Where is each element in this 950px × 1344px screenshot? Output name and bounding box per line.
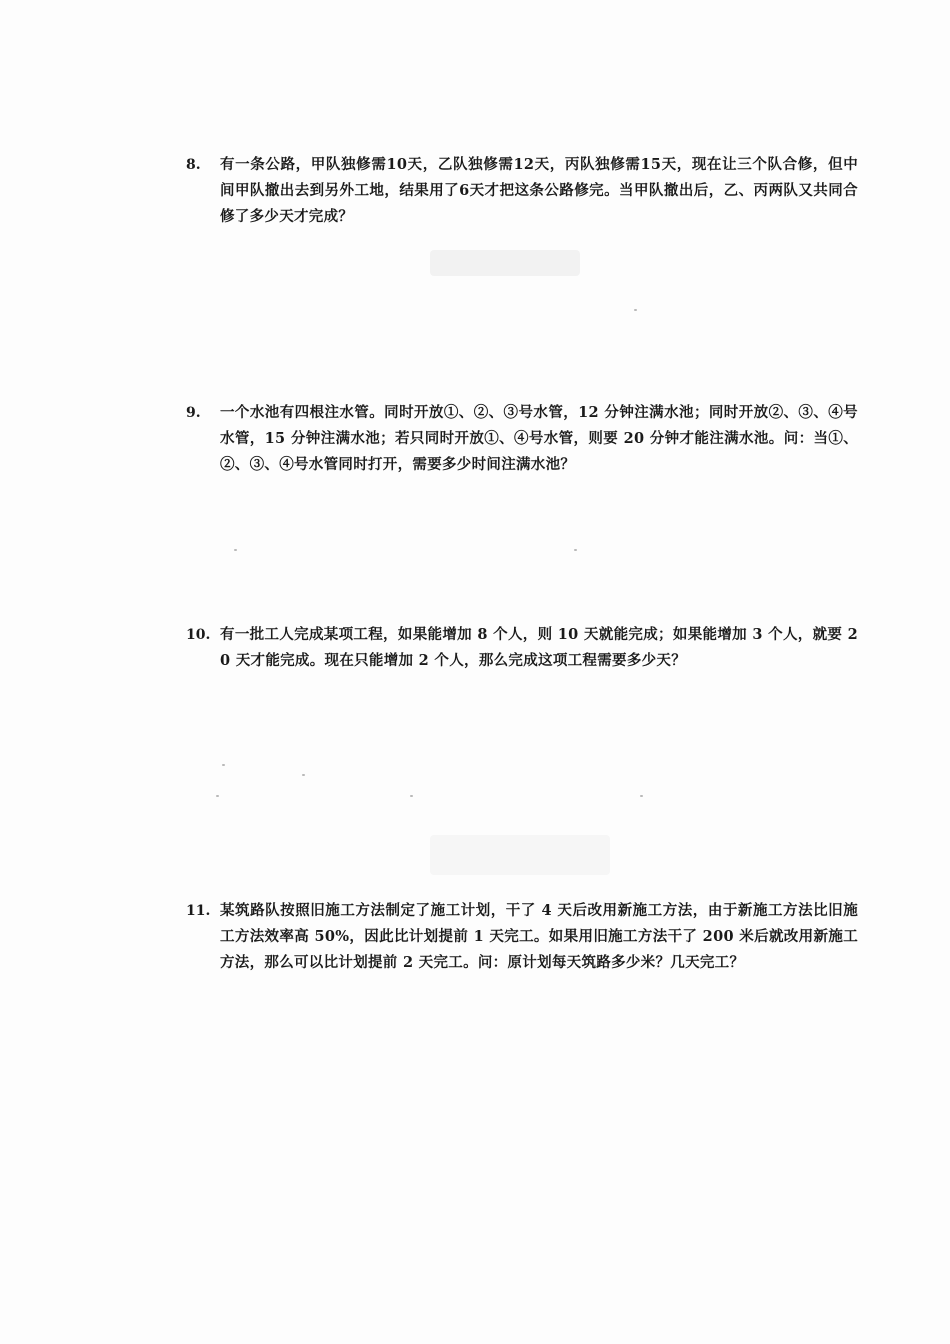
scan-dot <box>634 309 637 311</box>
scan-dot <box>640 795 643 797</box>
problem-11 <box>186 898 858 976</box>
scan-dot <box>574 549 577 551</box>
problem-number: 11. <box>186 903 211 919</box>
problem-number: 10. <box>186 627 211 643</box>
problem-10 <box>186 622 858 674</box>
scan-dot <box>410 795 413 797</box>
scan-smudge <box>430 250 580 276</box>
problem-text: 有一条公路，甲队独修需10天，乙队独修需12天，丙队独修需15天，现在让三个队合修，但中间甲队撤出去到另外工地，结果用了6天才把这条公路修完。当甲队撤出后，乙、丙两队又共同合修了多少天才完成？ <box>220 156 858 225</box>
problem-9 <box>186 400 858 478</box>
scan-dot <box>234 549 237 551</box>
scan-dot <box>222 764 225 766</box>
problem-8 <box>186 152 858 230</box>
problem-number: 9. <box>186 405 201 421</box>
problem-text: 一个水池有四根注水管。同时开放①、②、③号水管，12 分钟注满水池；同时开放②、③、④号水管，15 分钟注满水池；若只同时开放①、④号水管，则要 20 分钟才能注满水池。问：当①、②、③、④号水管同时打开，需要多少时间注满水池？ <box>220 404 858 473</box>
scan-dot <box>302 774 305 776</box>
scan-smudge <box>430 835 610 875</box>
problem-number: 8. <box>186 157 201 173</box>
problem-text: 有一批工人完成某项工程，如果能增加 8 个人，则 10 天就能完成；如果能增加 3 个人，就要 20 天才能完成。现在只能增加 2 个人，那么完成这项工程需要多少天？ <box>220 626 858 669</box>
scan-dot <box>216 795 219 797</box>
problem-text: 某筑路队按照旧施工方法制定了施工计划，干了 4 天后改用新施工方法，由于新施工方法比旧施工方法效率高 50%，因此比计划提前 1 天完工。如果用旧施工方法干了 200 米后就改用新施工方法，那么可以比计划提前 2 天完工。问：原计划每天筑路多少米？几天完工？ <box>220 902 858 971</box>
